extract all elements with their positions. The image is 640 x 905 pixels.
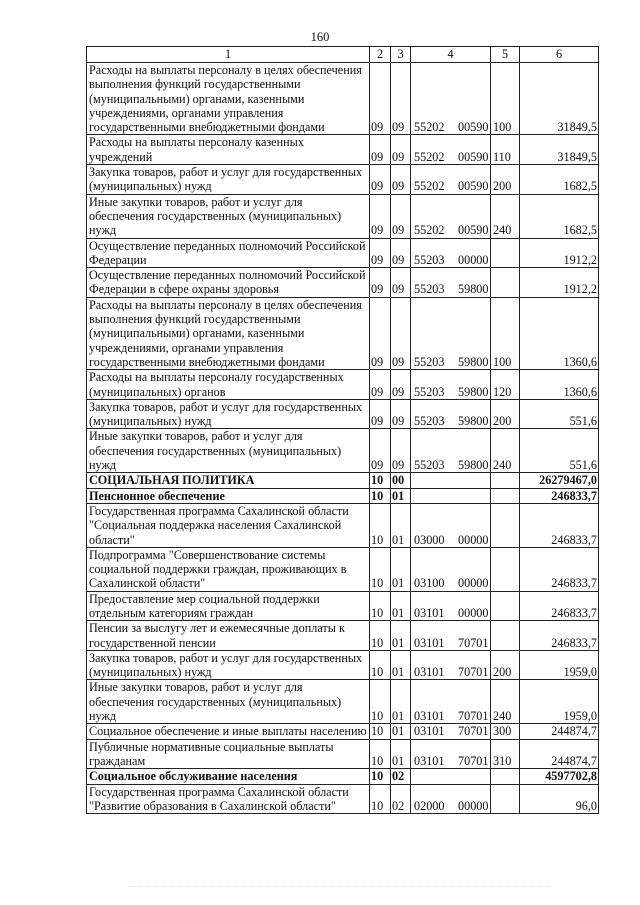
row-name-cell: Расходы на выплаты персоналу в целях обеспечения выполнения функций государственными (муниципальными) органами, казенными учреждениями, органами управления государственными внебюджетными фондами	[87, 63, 370, 135]
row-expense-type-cell: 300	[491, 724, 520, 739]
table-row	[87, 784, 599, 814]
target-code-program: 03101	[414, 724, 445, 739]
row-amount-cell: 1360,6	[520, 297, 599, 369]
header-cell-6: 6	[520, 47, 599, 63]
row-name-cell: Иные закупки товаров, работ и услуг для обеспечения государственных (муниципальных) нужд	[87, 194, 370, 238]
row-amount-cell: 1959,0	[520, 680, 599, 724]
target-code-direction: 00590	[458, 179, 489, 194]
row-section-cell: 09	[370, 268, 391, 298]
row-amount-cell: 26279467,0	[520, 473, 599, 488]
table-row	[87, 165, 599, 195]
row-name-cell: Закупка товаров, работ и услуг для государственных (муниципальных) нужд	[87, 165, 370, 195]
target-code-direction: 70701	[458, 724, 489, 739]
row-section-cell: 09	[370, 238, 391, 268]
target-code-program: 03101	[414, 753, 445, 768]
target-code-direction: 00590	[458, 149, 489, 164]
row-target-code-cell	[411, 473, 491, 488]
row-expense-type-cell	[491, 473, 520, 488]
table-row	[87, 724, 599, 739]
target-code-direction: 00000	[458, 576, 489, 591]
row-target-code-cell	[411, 194, 491, 238]
row-amount-cell: 551,6	[520, 399, 599, 429]
row-expense-type-cell: 110	[491, 135, 520, 165]
row-subsection-cell: 01	[391, 650, 411, 680]
target-code-program: 03101	[414, 635, 445, 650]
table-row	[87, 370, 599, 400]
row-section-cell: 09	[370, 399, 391, 429]
target-code-program: 55202	[414, 179, 445, 194]
row-subsection-cell: 01	[391, 503, 411, 547]
row-target-code-cell	[411, 488, 491, 503]
row-name-cell: Социальное обслуживание населения	[87, 769, 370, 784]
row-name-cell: Пенсионное обеспечение	[87, 488, 370, 503]
row-name-cell: Социальное обеспечение и иные выплаты населению	[87, 724, 370, 739]
row-amount-cell: 246833,7	[520, 547, 599, 591]
table-row	[87, 769, 599, 784]
target-code-program: 03101	[414, 709, 445, 724]
row-section-cell: 10	[370, 547, 391, 591]
row-amount-cell: 551,6	[520, 429, 599, 473]
row-amount-cell: 246833,7	[520, 591, 599, 621]
row-target-code-cell	[411, 135, 491, 165]
row-subsection-cell: 01	[391, 739, 411, 769]
target-code-program: 03000	[414, 532, 445, 547]
table-row	[87, 503, 599, 547]
target-code-program: 03101	[414, 665, 445, 680]
row-expense-type-cell: 100	[491, 297, 520, 369]
row-name-cell: Закупка товаров, работ и услуг для государственных (муниципальных) нужд	[87, 399, 370, 429]
row-section-cell: 09	[370, 297, 391, 369]
row-section-cell: 09	[370, 135, 391, 165]
row-section-cell: 10	[370, 503, 391, 547]
row-name-cell: Публичные нормативные социальные выплаты гражданам	[87, 739, 370, 769]
target-code-direction: 70701	[458, 709, 489, 724]
row-section-cell: 10	[370, 591, 391, 621]
row-subsection-cell: 09	[391, 238, 411, 268]
target-code-direction: 59800	[458, 458, 489, 473]
row-name-cell: Подпрограмма "Совершенствование системы социальной поддержки граждан, проживающих в Сахалинской области"	[87, 547, 370, 591]
table-row	[87, 473, 599, 488]
row-section-cell: 09	[370, 63, 391, 135]
row-expense-type-cell: 240	[491, 429, 520, 473]
header-cell-2: 2	[370, 47, 391, 63]
page-number: 160	[310, 30, 330, 44]
row-section-cell: 09	[370, 194, 391, 238]
target-code-program: 55203	[414, 354, 445, 369]
target-code-program: 55203	[414, 414, 445, 429]
table-row	[87, 429, 599, 473]
table-row	[87, 547, 599, 591]
target-code-direction: 00000	[458, 798, 489, 813]
row-target-code-cell	[411, 547, 491, 591]
row-target-code-cell	[411, 429, 491, 473]
row-name-cell: Государственная программа Сахалинской области "Социальная поддержка населения Сахалинской области"	[87, 503, 370, 547]
row-expense-type-cell	[491, 784, 520, 814]
row-expense-type-cell	[491, 503, 520, 547]
row-target-code-cell	[411, 503, 491, 547]
row-expense-type-cell: 200	[491, 165, 520, 195]
row-subsection-cell: 01	[391, 680, 411, 724]
row-subsection-cell: 02	[391, 769, 411, 784]
budget-table	[86, 46, 599, 814]
table-row	[87, 268, 599, 298]
row-section-cell: 09	[370, 429, 391, 473]
row-subsection-cell: 09	[391, 194, 411, 238]
target-code-direction: 70701	[458, 635, 489, 650]
header-cell-5: 5	[491, 47, 520, 63]
row-expense-type-cell	[491, 547, 520, 591]
row-target-code-cell	[411, 63, 491, 135]
row-expense-type-cell: 310	[491, 739, 520, 769]
target-code-direction: 00000	[458, 252, 489, 267]
row-section-cell: 10	[370, 739, 391, 769]
row-section-cell: 09	[370, 370, 391, 400]
row-subsection-cell: 09	[391, 135, 411, 165]
row-amount-cell: 244874,7	[520, 724, 599, 739]
target-code-program: 02000	[414, 798, 445, 813]
row-subsection-cell: 01	[391, 591, 411, 621]
target-code-program: 55202	[414, 149, 445, 164]
row-amount-cell: 31849,5	[520, 135, 599, 165]
row-expense-type-cell	[491, 268, 520, 298]
row-subsection-cell: 09	[391, 429, 411, 473]
row-target-code-cell	[411, 784, 491, 814]
row-subsection-cell: 02	[391, 784, 411, 814]
row-expense-type-cell	[491, 769, 520, 784]
row-subsection-cell: 09	[391, 165, 411, 195]
table-row	[87, 739, 599, 769]
row-section-cell: 10	[370, 621, 391, 651]
row-amount-cell: 1912,2	[520, 268, 599, 298]
row-target-code-cell	[411, 680, 491, 724]
row-expense-type-cell	[491, 238, 520, 268]
target-code-program: 55203	[414, 458, 445, 473]
row-section-cell: 10	[370, 769, 391, 784]
target-code-program: 55203	[414, 252, 445, 267]
row-expense-type-cell: 200	[491, 650, 520, 680]
target-code-program: 03101	[414, 605, 445, 620]
target-code-program: 55203	[414, 282, 445, 297]
row-target-code-cell	[411, 650, 491, 680]
row-subsection-cell: 00	[391, 473, 411, 488]
row-expense-type-cell	[491, 488, 520, 503]
target-code-direction: 70701	[458, 753, 489, 768]
row-target-code-cell	[411, 238, 491, 268]
table-row	[87, 488, 599, 503]
row-name-cell: Расходы на выплаты персоналу государственных (муниципальных) органов	[87, 370, 370, 400]
target-code-program: 55202	[414, 223, 445, 238]
table-row	[87, 135, 599, 165]
target-code-direction: 00000	[458, 605, 489, 620]
row-name-cell: Иные закупки товаров, работ и услуг для обеспечения государственных (муниципальных) нужд	[87, 429, 370, 473]
row-target-code-cell	[411, 769, 491, 784]
row-amount-cell: 1682,5	[520, 194, 599, 238]
row-target-code-cell	[411, 621, 491, 651]
row-subsection-cell: 09	[391, 370, 411, 400]
row-expense-type-cell	[491, 621, 520, 651]
row-amount-cell: 31849,5	[520, 63, 599, 135]
row-name-cell: Государственная программа Сахалинской области "Развитие образования в Сахалинской области"	[87, 784, 370, 814]
target-code-direction: 59800	[458, 282, 489, 297]
row-name-cell: Расходы на выплаты персоналу в целях обеспечения выполнения функций государственными (муниципальными) органами, казенными учреждениями, органами управления государственными внебюджетными фондами	[87, 297, 370, 369]
table-row	[87, 650, 599, 680]
table-row	[87, 63, 599, 135]
target-code-direction: 00590	[458, 120, 489, 135]
row-expense-type-cell: 120	[491, 370, 520, 400]
row-target-code-cell	[411, 724, 491, 739]
row-name-cell: СОЦИАЛЬНАЯ ПОЛИТИКА	[87, 473, 370, 488]
row-amount-cell: 246833,7	[520, 488, 599, 503]
row-amount-cell: 244874,7	[520, 739, 599, 769]
row-subsection-cell: 01	[391, 621, 411, 651]
target-code-direction: 00000	[458, 532, 489, 547]
row-subsection-cell: 01	[391, 724, 411, 739]
row-amount-cell: 1682,5	[520, 165, 599, 195]
row-section-cell: 09	[370, 165, 391, 195]
table-row	[87, 591, 599, 621]
target-code-direction: 70701	[458, 665, 489, 680]
row-expense-type-cell: 240	[491, 680, 520, 724]
row-subsection-cell: 09	[391, 63, 411, 135]
row-expense-type-cell: 240	[491, 194, 520, 238]
row-name-cell: Пенсии за выслугу лет и ежемесячные доплаты к государственной пенсии	[87, 621, 370, 651]
row-amount-cell: 1360,6	[520, 370, 599, 400]
target-code-program: 03100	[414, 576, 445, 591]
row-name-cell: Осуществление переданных полномочий Российской Федерации в сфере охраны здоровья	[87, 268, 370, 298]
table-row	[87, 621, 599, 651]
row-target-code-cell	[411, 591, 491, 621]
target-code-direction: 59800	[458, 354, 489, 369]
table-row	[87, 297, 599, 369]
row-amount-cell: 4597702,8	[520, 769, 599, 784]
target-code-program: 55202	[414, 120, 445, 135]
row-expense-type-cell: 200	[491, 399, 520, 429]
row-section-cell: 10	[370, 473, 391, 488]
row-target-code-cell	[411, 165, 491, 195]
row-amount-cell: 1912,2	[520, 238, 599, 268]
header-cell-1: 1	[87, 47, 370, 63]
row-target-code-cell	[411, 297, 491, 369]
target-code-direction: 59800	[458, 414, 489, 429]
row-target-code-cell	[411, 370, 491, 400]
row-section-cell: 10	[370, 680, 391, 724]
row-amount-cell: 1959,0	[520, 650, 599, 680]
row-subsection-cell: 09	[391, 399, 411, 429]
row-section-cell: 10	[370, 650, 391, 680]
row-name-cell: Расходы на выплаты персоналу казенных учреждений	[87, 135, 370, 165]
scan-artifact	[130, 886, 550, 889]
row-amount-cell: 246833,7	[520, 503, 599, 547]
target-code-direction: 59800	[458, 384, 489, 399]
row-amount-cell: 246833,7	[520, 621, 599, 651]
row-expense-type-cell	[491, 591, 520, 621]
row-subsection-cell: 01	[391, 547, 411, 591]
header-cell-4: 4	[411, 47, 491, 63]
target-code-direction: 00590	[458, 223, 489, 238]
table-row	[87, 194, 599, 238]
row-expense-type-cell: 100	[491, 63, 520, 135]
row-section-cell: 10	[370, 488, 391, 503]
row-name-cell: Осуществление переданных полномочий Российской Федерации	[87, 238, 370, 268]
row-subsection-cell: 09	[391, 297, 411, 369]
table-row	[87, 399, 599, 429]
row-target-code-cell	[411, 739, 491, 769]
row-section-cell: 10	[370, 724, 391, 739]
row-target-code-cell	[411, 399, 491, 429]
target-code-program: 55203	[414, 384, 445, 399]
table-row	[87, 680, 599, 724]
table-header-row	[87, 47, 599, 63]
header-cell-3: 3	[391, 47, 411, 63]
row-section-cell: 10	[370, 784, 391, 814]
row-name-cell: Закупка товаров, работ и услуг для государственных (муниципальных) нужд	[87, 650, 370, 680]
row-name-cell: Иные закупки товаров, работ и услуг для обеспечения государственных (муниципальных) нужд	[87, 680, 370, 724]
row-subsection-cell: 09	[391, 268, 411, 298]
table-row	[87, 238, 599, 268]
row-amount-cell: 96,0	[520, 784, 599, 814]
row-subsection-cell: 01	[391, 488, 411, 503]
row-target-code-cell	[411, 268, 491, 298]
row-name-cell: Предоставление мер социальной поддержки отдельным категориям граждан	[87, 591, 370, 621]
